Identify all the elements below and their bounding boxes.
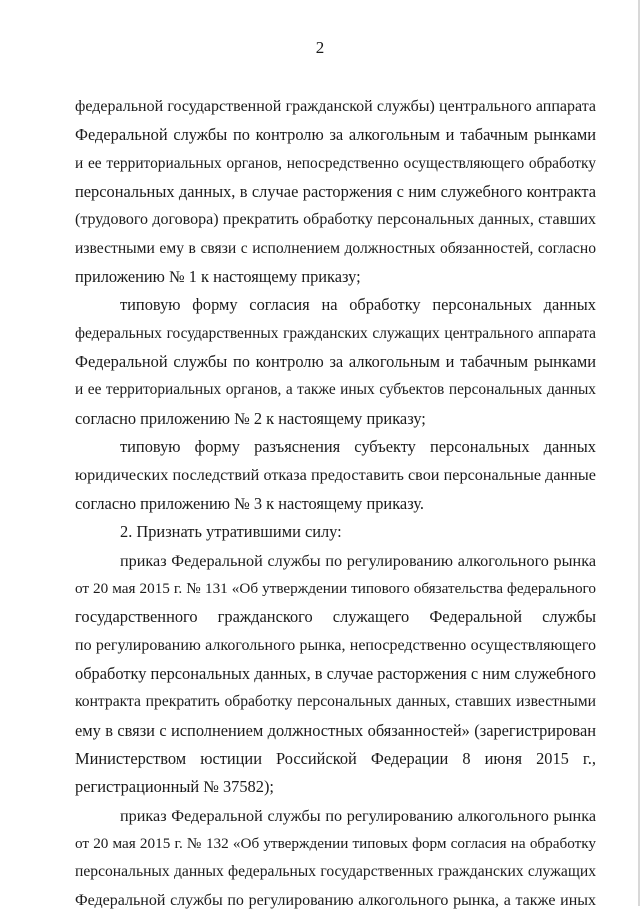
text-line: обработку персональных данных, в случае расторжения с ним служебного (75, 663, 596, 683)
text-line: регистрационный № 37582); (75, 777, 274, 797)
text-line: юридических последствий отказа предоставить свои персональные данные (75, 466, 596, 485)
text-line: приложению № 1 к настоящему приказу; (75, 267, 361, 287)
text-line: и ее территориальных органов, а также иных субъектов персональных данных (75, 381, 596, 399)
paragraph-first-line: типовую форму разъяснения субъекту персональных данных (120, 437, 596, 457)
text-line: Федеральной службы по контролю за алкогольным и табачным рынками (75, 125, 596, 145)
text-line: контракта прекратить обработку персональных данных, ставших известными (75, 693, 596, 711)
text-line: ему в связи с исполнением должностных обязанностей» (зарегистрирован (75, 720, 596, 740)
page-number: 2 (315, 38, 325, 57)
text-line: Федеральной службы по регулированию алкогольного рынка, а также иных (75, 891, 596, 909)
text-line: Министерством юстиции Российской Федерации 8 июня 2015 г., (75, 748, 596, 768)
text-line: согласно приложению № 3 к настоящему приказу. (75, 493, 424, 513)
document-body (75, 93, 596, 915)
paragraph-first-line: типовую форму согласия на обработку персональных данных (120, 295, 596, 315)
text-line: Федеральной службы по контролю за алкогольным и табачным рынками (75, 352, 596, 372)
text-line: персональных данных федеральных государственных гражданских служащих (75, 863, 596, 881)
text-line: персональных данных, в случае расторжения с ним служебного контракта (75, 182, 596, 202)
text-line: известными ему в связи с исполнением должностных обязанностей, согласно (75, 239, 596, 257)
text-line: от 20 мая 2015 г. № 132 «Об утверждении типовых форм согласия на обработку (75, 834, 596, 852)
section-heading: 2. Признать утратившими силу: (120, 522, 342, 542)
text-line: федеральной государственной гражданской службы) центрального аппарата (75, 98, 596, 115)
text-line: по регулированию алкогольного рынка, непосредственно осуществляющего (75, 636, 596, 654)
text-line: (трудового договора) прекратить обработку персональных данных, ставших (75, 211, 596, 229)
text-line: согласно приложению № 2 к настоящему приказу; (75, 408, 426, 428)
paragraph-first-line: приказ Федеральной службы по регулированию алкогольного рынка (120, 551, 596, 570)
text-line: и ее территориальных органов, непосредственно осуществляющего обработку (75, 154, 596, 172)
text-line: от 20 мая 2015 г. № 131 «Об утверждении типового обязательства федерального (75, 579, 596, 597)
text-line: федеральных государственных гражданских служащих центрального аппарата (75, 324, 596, 342)
paragraph-first-line: приказ Федеральной службы по регулированию алкогольного рынка (120, 806, 596, 825)
text-line: государственного гражданского служащего Федеральной службы (75, 607, 596, 627)
